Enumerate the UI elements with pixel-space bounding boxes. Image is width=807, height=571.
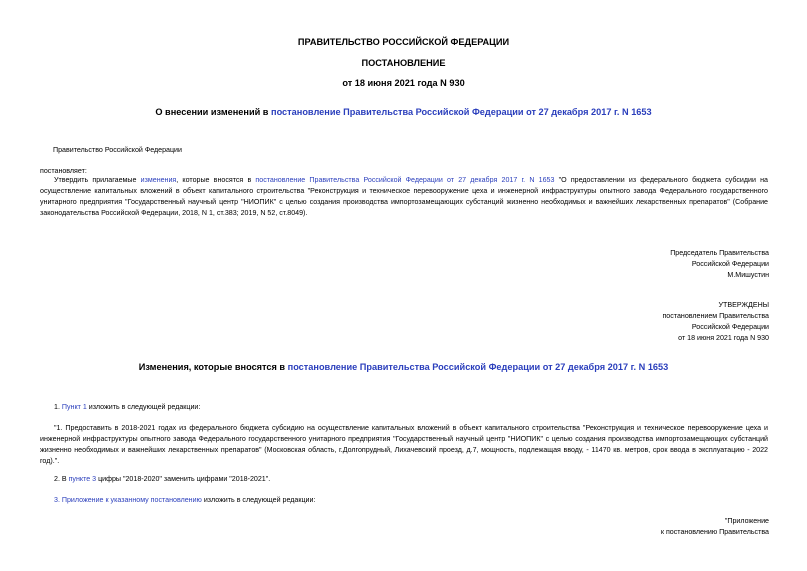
approve-text-1: Утвердить прилагаемые [54, 176, 141, 184]
signature-country: Российской Федерации [691, 260, 769, 268]
document-title [0, 107, 807, 117]
changes-title [0, 362, 807, 372]
preamble-government: Правительство Российской Федерации [53, 146, 182, 154]
approve-paragraph [40, 175, 768, 219]
approve-text-3: "О предоставлении из федерального бюджета субсидии на осуществление капитальных вложений в объект капитального строительства "Реконструкция и техническое перевооружение цеха и инженерной инфраструктуры опытного завода Федерального государственного унитарного предприятия "Государственный научный центр "НИОПИК" с целью создания производства импортозамещающих субстанций жизненно необходимых и важнейших лекарственных препаратов" (Собрание законодательства Российской Федерации, 2018, N 1, ст.383; 2019, N 52, ст.8049). [40, 176, 768, 217]
item-1-text: изложить в следующей редакции: [86, 403, 201, 411]
approved-date: от 18 июня 2021 года N 930 [678, 334, 769, 342]
government-heading: ПРАВИТЕЛЬСТВО РОССИЙСКОЙ ФЕДЕРАЦИИ [297, 37, 510, 47]
resolution-link[interactable]: постановление Правительства Российской Федерации от 27 декабря 2017 г. N 1653 [255, 176, 555, 184]
item-3-text: изложить в следующей редакции: [201, 496, 316, 504]
item-1-quote: "1. Предоставить в 2018-2021 годах из федерального бюджета субсидию на осуществление капитальных вложений в объект капитального строительства "Реконструкция и техническое перевооружение цеха и инженерной инфраструктуры опытного завода Федерального государственного унитарного предприятия "Государственный научный центр "НИОПИК" с целью создания производства импортозамещающих субстанций жизненно необходимых и важнейших лекарственных препаратов" (Московская область, г.Долгопрудный, Лихачевский проезд, д.7, мощность, подлежащая вводу, - 11470 кв. метров, срок ввода в эксплуатацию - 2022 год).". [40, 424, 768, 465]
appendix-reference: к постановлению Правительства [660, 528, 769, 536]
signature-name: М.Мишустин [727, 271, 769, 279]
item-1-link[interactable]: Пункт 1 [61, 403, 87, 411]
appendix-heading [661, 516, 769, 538]
item-2-link[interactable]: пункте 3 [68, 475, 97, 483]
item-3 [54, 495, 315, 506]
item-2-number: 2. В [54, 475, 69, 483]
changes-title-prefix: Изменения, которые вносятся в [138, 362, 288, 372]
item-2 [54, 474, 270, 485]
signature-block [670, 248, 769, 281]
approve-text-2: , которые вносятся в [176, 176, 256, 184]
signature-title: Председатель Правительства [670, 249, 769, 257]
item-1 [54, 402, 200, 413]
appendix-label: "Приложение [724, 517, 769, 525]
approved-block [662, 300, 769, 344]
document-title-prefix: О внесении изменений в [155, 107, 272, 117]
changes-link[interactable]: изменения [140, 176, 177, 184]
item-1-number: 1. [54, 403, 62, 411]
title-link[interactable]: постановление Правительства Российской Федерации от 27 декабря 2017 г. N 1653 [271, 107, 652, 117]
preamble-decides: постановляет: [40, 167, 87, 175]
approved-by: постановлением Правительства [662, 312, 769, 320]
approved-label: УТВЕРЖДЕНЫ [718, 301, 769, 309]
item-2-text: цифры "2018-2020" заменить цифрами "2018-2021". [96, 475, 271, 483]
approved-country: Российской Федерации [691, 323, 769, 331]
item-3-link[interactable]: 3. Приложение к указанному постановлению [54, 496, 202, 504]
changes-title-link[interactable]: постановление Правительства Российской Федерации от 27 декабря 2017 г. N 1653 [287, 362, 669, 372]
document-date-number: от 18 июня 2021 года N 930 [342, 78, 465, 88]
document-type: ПОСТАНОВЛЕНИЕ [361, 58, 446, 68]
